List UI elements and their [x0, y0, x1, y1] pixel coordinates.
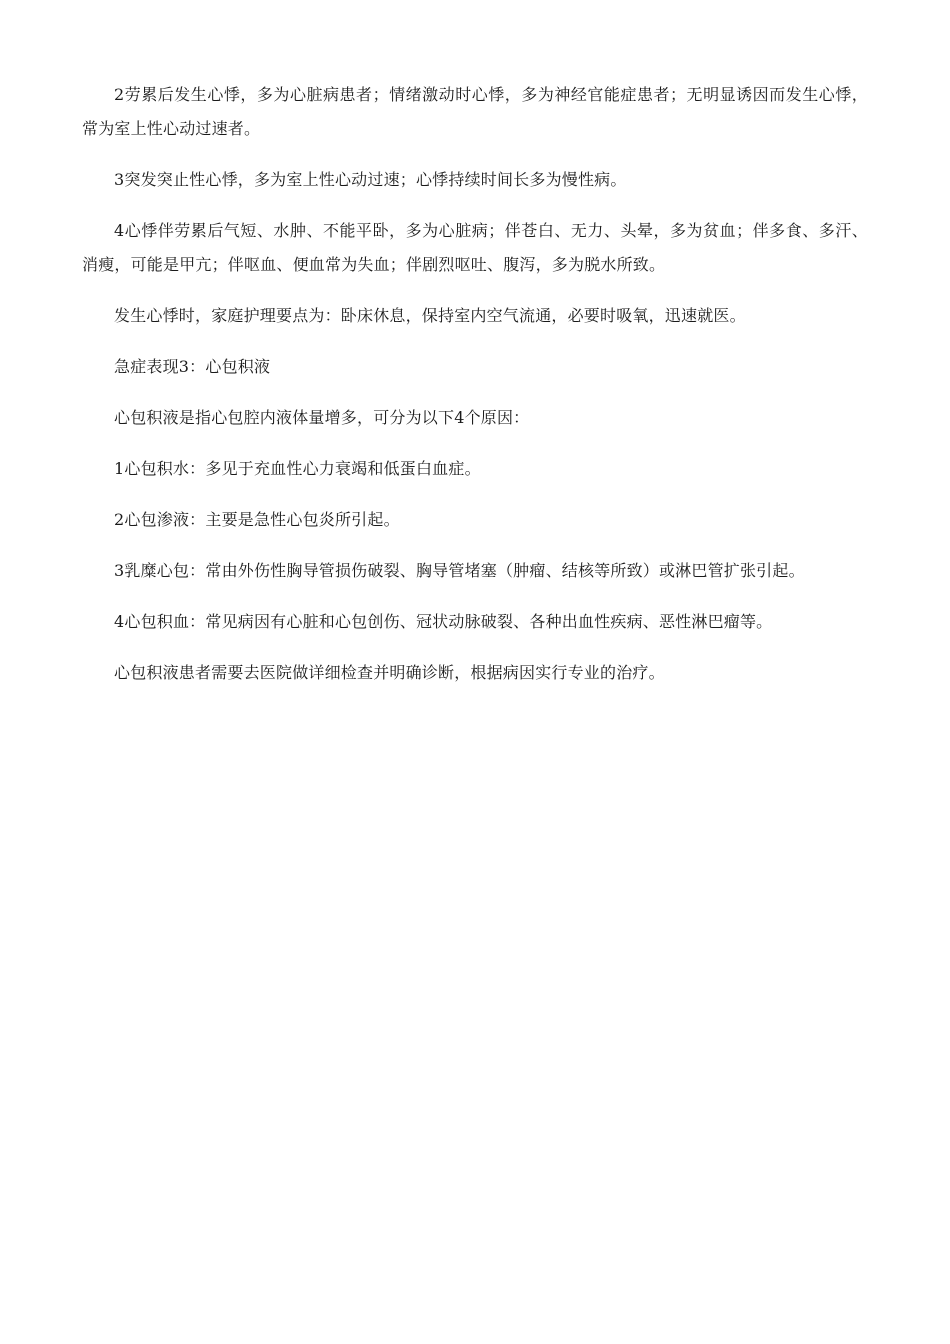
paragraph-treatment-advice: 心包积液患者需要去医院做详细检查并明确诊断，根据病因实行专业的治疗。: [114, 663, 665, 682]
list-item-exudate: 2心包渗液：主要是急性心包炎所引起。: [114, 510, 400, 529]
document-body: [82, 78, 868, 707]
list-item-hydropericardium: 1心包积水：多见于充血性心力衰竭和低蛋白血症。: [114, 459, 481, 478]
paragraph-effusion-definition: 心包积液是指心包腔内液体量增多，可分为以下4个原因：: [114, 408, 530, 427]
paragraph-home-care: 发生心悸时，家庭护理要点为：卧床休息，保持室内空气流通，必要时吸氧，迅速就医。: [114, 306, 746, 325]
paragraph-palpitation-symptoms: 4心悸伴劳累后气短、水肿、不能平卧，多为心脏病；伴苍白、无力、头晕，多为贫血；伴多食、多汗、消瘦，可能是甲亢；伴呕血、便血常为失血；伴剧烈呕吐、腹泻，多为脱水所致。: [82, 221, 868, 274]
section-heading-pericardial-effusion: 急症表现3：心包积液: [114, 357, 271, 376]
list-item-chylopericardium: 3乳糜心包：常由外伤性胸导管损伤破裂、胸导管堵塞（肿瘤、结核等所致）或淋巴管扩张引起。: [114, 561, 805, 580]
list-item-hemopericardium: 4心包积血：常见病因有心脏和心包创伤、冠状动脉破裂、各种出血性疾病、恶性淋巴瘤等。: [114, 612, 773, 631]
paragraph-palpitation-exertion: 2劳累后发生心悸，多为心脏病患者；情绪激动时心悸，多为神经官能症患者；无明显诱因而发生心悸，常为室上性心动过速者。: [82, 85, 868, 138]
paragraph-palpitation-sudden: 3突发突止性心悸，多为室上性心动过速；心悸持续时间长多为慢性病。: [114, 170, 627, 189]
